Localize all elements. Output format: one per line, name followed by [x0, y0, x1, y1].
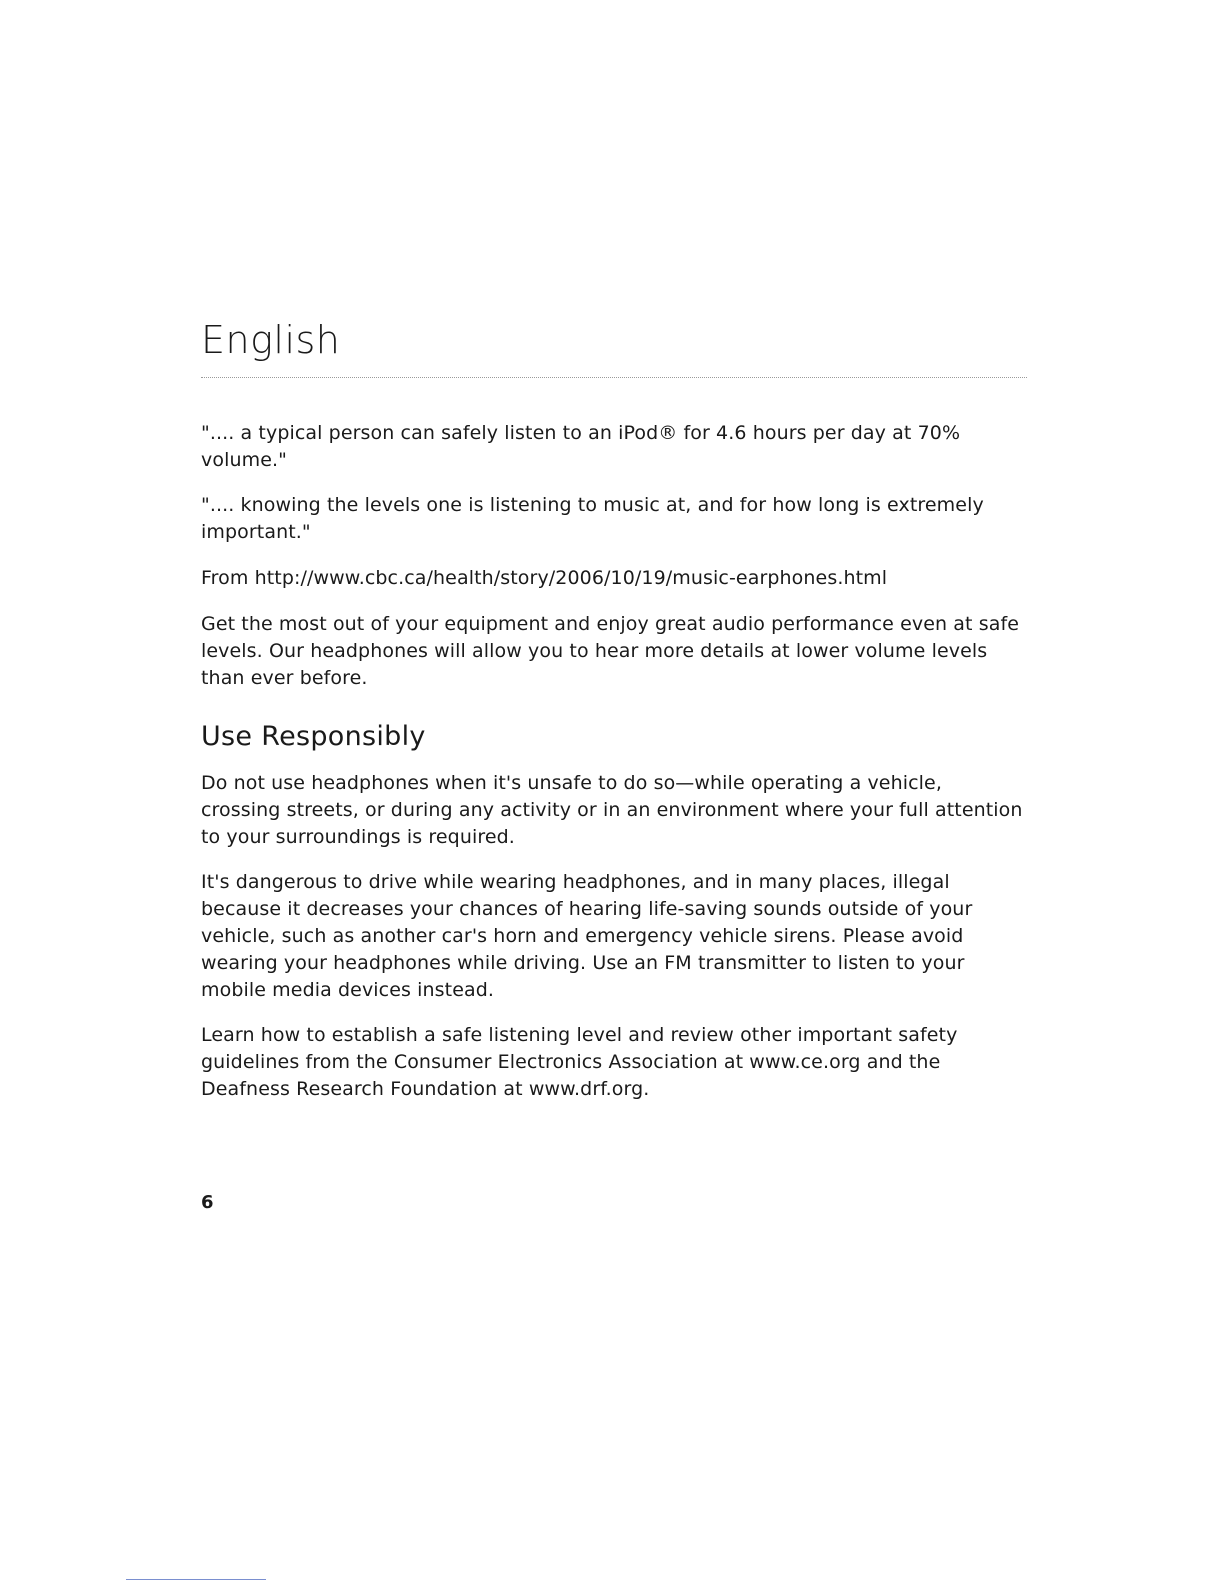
body-paragraph: Learn how to establish a safe listening level and review other important safety guidelines from the Consumer Electronics Association at www.ce.org and the Deafness Research Foundation at www.drf.org. [201, 1024, 958, 1100]
quote-paragraph: ".... knowing the levels one is listening to music at, and for how long is extremely important." [201, 494, 984, 543]
page-title: English [201, 318, 341, 362]
body-paragraph: It's dangerous to drive while wearing headphones, and in many places, illegal because it decreases your chances of hearing life-saving sounds outside of your vehicle, such as another car's horn and emergency vehicle sirens. Please avoid wearing your headphones while driving. Use an FM transmitter to listen to your mobile media devices instead. [201, 871, 973, 1001]
quote-paragraph: ".... a typical person can safely listen to an iPod® for 4.6 hours per day at 70% volume." [201, 422, 961, 471]
section-heading: Use Responsibly [201, 721, 426, 752]
title-divider [201, 377, 1027, 378]
intro-paragraph: Get the most out of your equipment and enjoy great audio performance even at safe levels. Our headphones will allow you to hear more details at lower volume levels than ever before. [201, 613, 1020, 689]
source-citation: From http://www.cbc.ca/health/story/2006/10/19/music-earphones.html [201, 567, 888, 589]
document-body [201, 420, 1027, 1121]
footer-line [126, 1579, 266, 1580]
page-number: 6 [201, 1192, 214, 1213]
body-paragraph: Do not use headphones when it's unsafe to do so—while operating a vehicle, crossing streets, or during any activity or in an environment where your full attention to your surroundings is required. [201, 772, 1023, 848]
